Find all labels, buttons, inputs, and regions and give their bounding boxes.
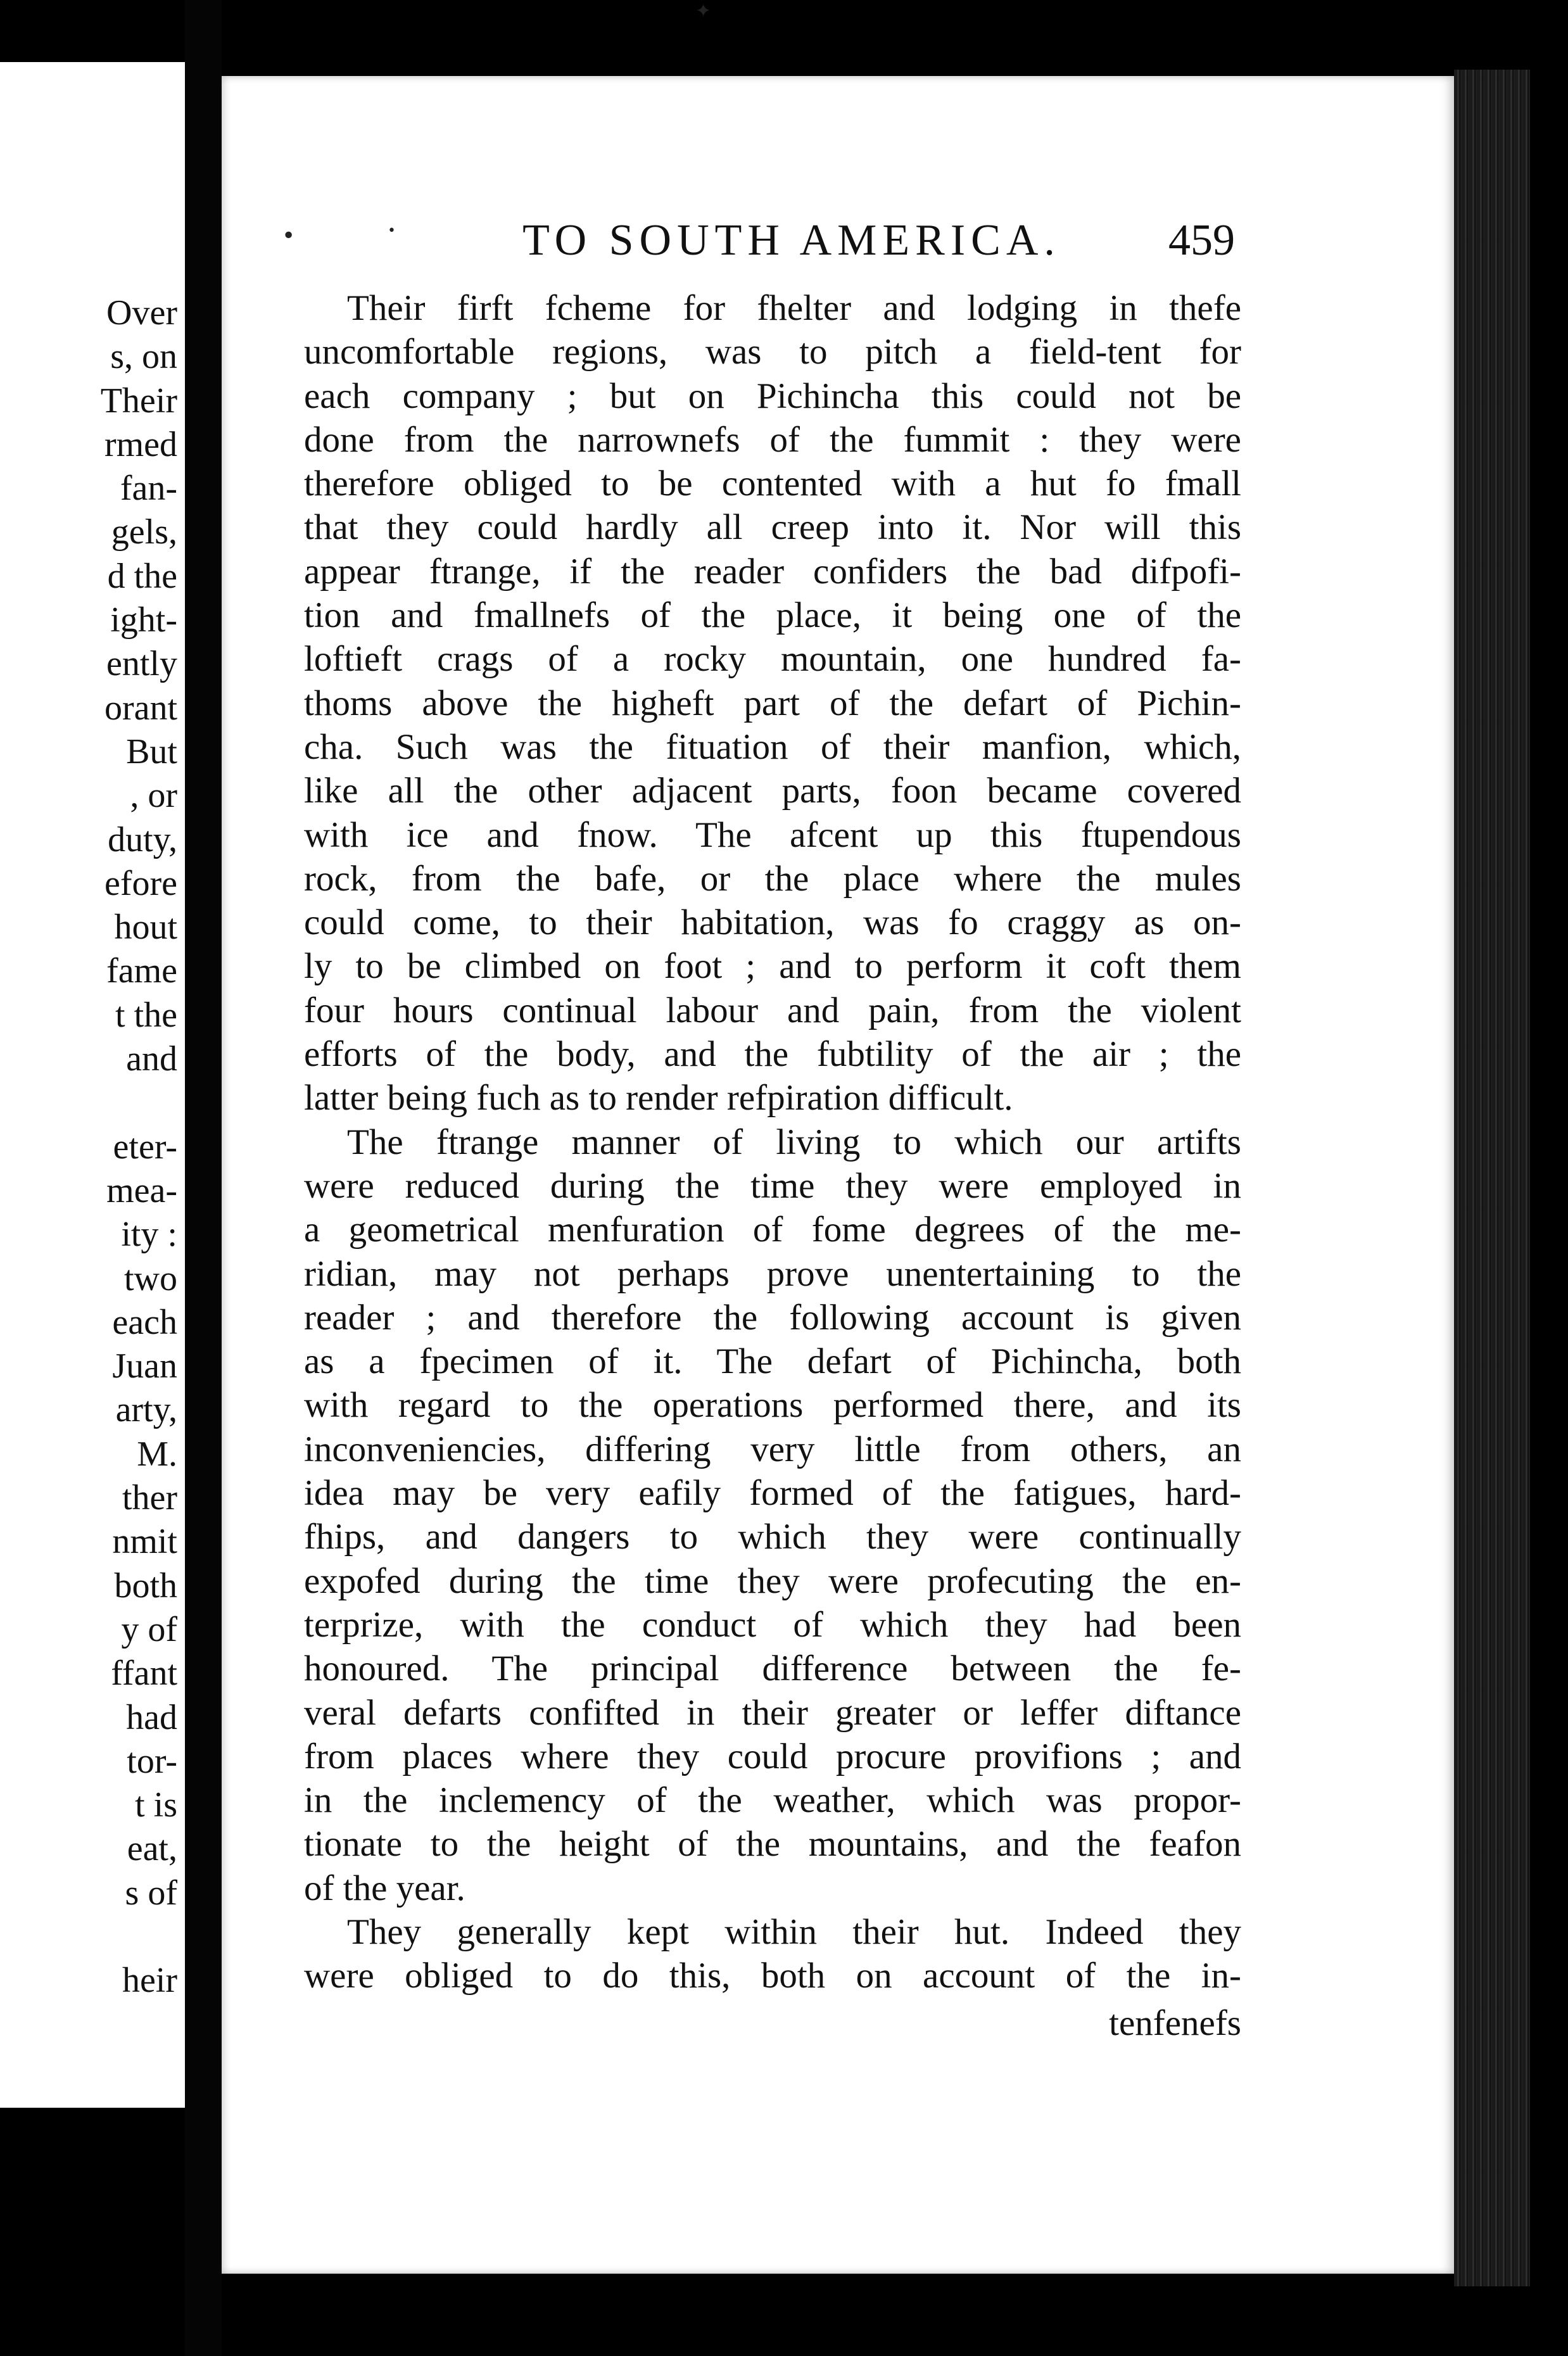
left-page-line: eat, <box>127 1829 177 1869</box>
left-page-line: hout <box>114 908 177 947</box>
left-page-line: each <box>112 1302 177 1342</box>
text-line: cha. Such was the fituation of their manfion, which, <box>304 726 1241 767</box>
text-line: as a fpecimen of it. The defart of Pichincha, both <box>304 1341 1241 1382</box>
text-line: that they could hardly all creep into it. Nor will this <box>304 507 1241 548</box>
text-line: Their firft fcheme for fhelter and lodging in thefe <box>347 288 1241 328</box>
text-line: done from the narrownefs of the fummit : they were <box>304 419 1241 460</box>
text-line: loftieft crags of a rocky mountain, one hundred fa- <box>304 639 1241 680</box>
left-page-line: Over <box>106 293 177 332</box>
text-line: of the year. <box>304 1868 465 1908</box>
text-line: terprize, with the conduct of which they had been <box>304 1604 1241 1645</box>
left-page-line: heir <box>122 1961 177 2001</box>
left-page-line: y of <box>121 1609 177 1649</box>
text-line: could come, to their habitation, was fo craggy as on- <box>304 902 1241 943</box>
left-page-line: mea- <box>106 1170 177 1210</box>
left-page-line: had <box>126 1697 177 1737</box>
text-line: four hours continual labour and pain, from the violent <box>304 990 1241 1030</box>
text-line: efforts of the body, and the fubtility of the air ; the <box>304 1034 1241 1075</box>
text-line: latter being fuch as to render refpiration difficult. <box>304 1078 1013 1118</box>
text-line: from places where they could procure provifions ; and <box>304 1736 1241 1776</box>
left-page-line: orant <box>104 688 177 728</box>
left-page-line <box>0 1081 177 1125</box>
left-page-line: and <box>126 1039 177 1079</box>
text-line: thoms above the higheft part of the defart of Pichin- <box>304 683 1241 723</box>
left-page-line: gels, <box>111 512 177 552</box>
left-page-line: M. <box>137 1434 177 1474</box>
left-page-line: ity : <box>121 1215 177 1255</box>
left-page-line: s, on <box>110 337 177 377</box>
left-page-line: eter- <box>113 1127 177 1167</box>
left-page-line: fan- <box>120 469 177 509</box>
left-page-line: duty, <box>108 820 177 859</box>
text-line: tionate to the height of the mountains, and the feafon <box>304 1824 1241 1865</box>
page-gutter <box>185 0 222 2356</box>
text-line: ridian, may not perhaps prove unentertaining to the <box>304 1253 1241 1294</box>
left-page-line: Their <box>100 381 177 421</box>
left-page-line: ffant <box>111 1654 177 1694</box>
text-line: like all the other adjacent parts, foon became covered <box>304 771 1241 811</box>
left-page-line: t the <box>115 995 177 1035</box>
page-number: 459 <box>1168 216 1235 265</box>
text-line: each company ; but on Pichincha this could not be <box>304 376 1241 416</box>
running-head: TO SOUTH AMERICA. <box>522 216 1061 265</box>
text-line: The ftrange manner of living to which our artifts <box>347 1122 1241 1162</box>
body-text <box>304 286 1241 1998</box>
stray-dot-head: • <box>282 223 296 249</box>
left-page-line: t is <box>135 1785 177 1825</box>
left-page-line: arty, <box>115 1390 177 1430</box>
left-page-line: But <box>126 732 177 771</box>
text-line: rock, from the bafe, or the place where the mules <box>304 858 1241 899</box>
left-page-line: , or <box>130 776 177 816</box>
left-page-line: ther <box>122 1478 177 1518</box>
stray-mark-top: ✦ <box>695 0 712 22</box>
left-page-line: efore <box>104 863 177 903</box>
text-line: were reduced during the time they were employed in <box>304 1165 1241 1206</box>
text-line: idea may be very eafily formed of the fatigues, hard- <box>304 1473 1241 1514</box>
page-edges <box>1454 70 1530 2286</box>
text-line: ly to be climbed on foot ; and to perform it coft them <box>304 946 1241 987</box>
text-line: fhips, and dangers to which they were continually <box>304 1517 1241 1557</box>
left-page-line: fame <box>106 951 177 991</box>
left-page-line: s of <box>125 1873 177 1913</box>
text-line: with regard to the operations performed there, and its <box>304 1385 1241 1426</box>
left-page-line: d the <box>107 556 177 596</box>
text-line: uncomfortable regions, was to pitch a field-tent for <box>304 332 1241 372</box>
left-page-line: tor- <box>127 1741 177 1781</box>
text-line: tion and fmallnefs of the place, it being one of the <box>304 595 1241 636</box>
text-line: They generally kept within their hut. Indeed they <box>347 1911 1241 1952</box>
left-page-line: two <box>124 1258 177 1298</box>
left-page-line: ently <box>106 644 177 684</box>
text-line: were obliged to do this, both on account of the in- <box>304 1956 1241 1996</box>
left-page-line: both <box>114 1566 177 1606</box>
text-line: in the inclemency of the weather, which was propor- <box>304 1780 1241 1821</box>
left-page-line: ight- <box>110 600 177 640</box>
left-page <box>0 62 185 2108</box>
catchword: tenfenefs <box>1109 2003 1241 2043</box>
text-line: appear ftrange, if the reader confiders the bad difpofi- <box>304 551 1241 592</box>
left-page-text <box>0 291 177 2003</box>
left-page-line: Juan <box>112 1346 177 1386</box>
text-line: veral defarts confifted in their greater or leffer diftance <box>304 1692 1241 1733</box>
text-line: honoured. The principal difference between the fe- <box>304 1649 1241 1689</box>
stray-dot-head-2: • <box>388 223 396 239</box>
text-line: reader ; and therefore the following account is given <box>304 1297 1241 1338</box>
left-page-line <box>0 1915 177 1959</box>
text-line: therefore obliged to be contented with a hut fo fmall <box>304 464 1241 504</box>
text-line: expofed during the time they were profecuting the en- <box>304 1561 1241 1601</box>
text-line: inconveniencies, differing very little from others, an <box>304 1429 1241 1469</box>
left-page-line: rmed <box>104 424 177 464</box>
text-line: with ice and fnow. The afcent up this ftupendous <box>304 814 1241 855</box>
left-page-line: nmit <box>112 1522 177 1562</box>
text-line: a geometrical menfuration of fome degrees of the me- <box>304 1210 1241 1250</box>
